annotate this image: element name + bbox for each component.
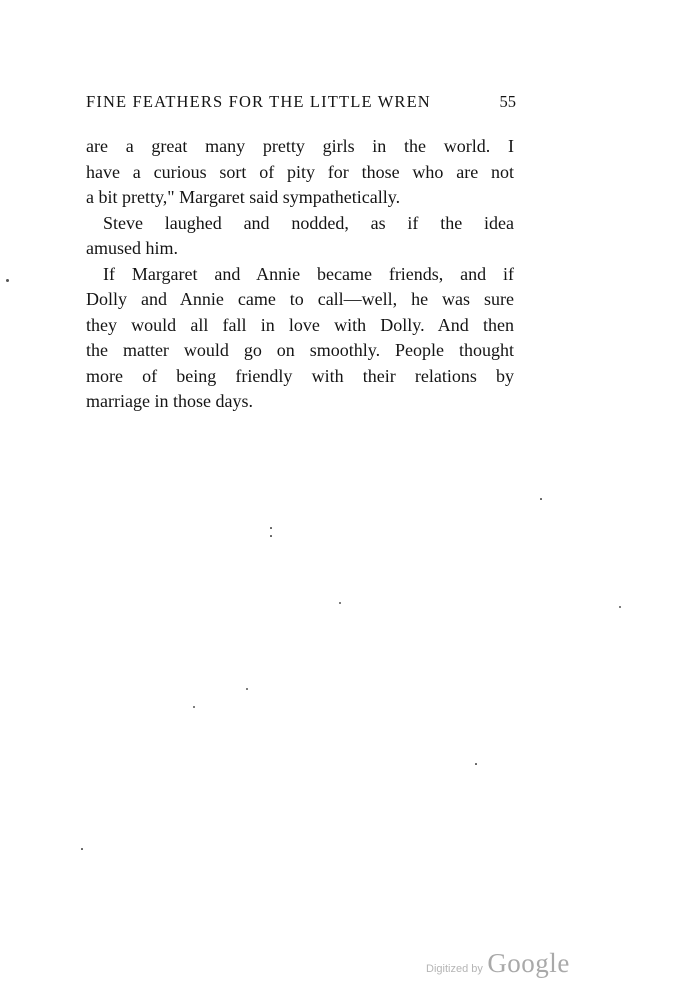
body-text — [86, 134, 514, 415]
digitized-watermark — [426, 948, 570, 979]
running-header — [86, 92, 516, 112]
text-line: more of being friendly with their relations by — [86, 365, 514, 386]
paragraph — [86, 262, 514, 415]
running-title: FINE FEATHERS FOR THE LITTLE WREN — [86, 92, 431, 111]
scan-speck — [193, 706, 195, 708]
text-line: Steve laughed and nodded, as if the idea — [103, 212, 514, 233]
scan-speck — [270, 535, 272, 537]
watermark-prefix: Digitized by — [426, 963, 483, 975]
scan-speck — [270, 527, 272, 529]
scan-speck — [619, 606, 621, 608]
scan-speck — [81, 848, 83, 850]
scan-speck — [6, 279, 9, 282]
text-line: If Margaret and Annie became friends, and if — [103, 263, 514, 284]
text-line: marriage in those days. — [86, 391, 253, 411]
text-line: amused him. — [86, 238, 178, 258]
scan-speck — [339, 602, 341, 604]
page-number: 55 — [499, 92, 516, 111]
scan-speck — [246, 688, 248, 690]
text-line: are a great many pretty girls in the world. I — [86, 136, 514, 156]
text-line: Dolly and Annie came to call—well, he was sure — [86, 289, 514, 309]
paragraph — [86, 211, 514, 262]
text-line: the matter would go on smoothly. People thought — [86, 340, 514, 360]
paragraph — [86, 134, 514, 211]
scan-speck — [475, 763, 477, 765]
scan-speck — [540, 498, 542, 500]
text-line: have a curious sort of pity for those who are not — [86, 161, 514, 182]
text-line: a bit pretty," Margaret said sympathetically. — [86, 187, 401, 207]
google-logo: Google — [487, 948, 570, 978]
text-line: they would all fall in love with Dolly. And then — [86, 314, 514, 335]
